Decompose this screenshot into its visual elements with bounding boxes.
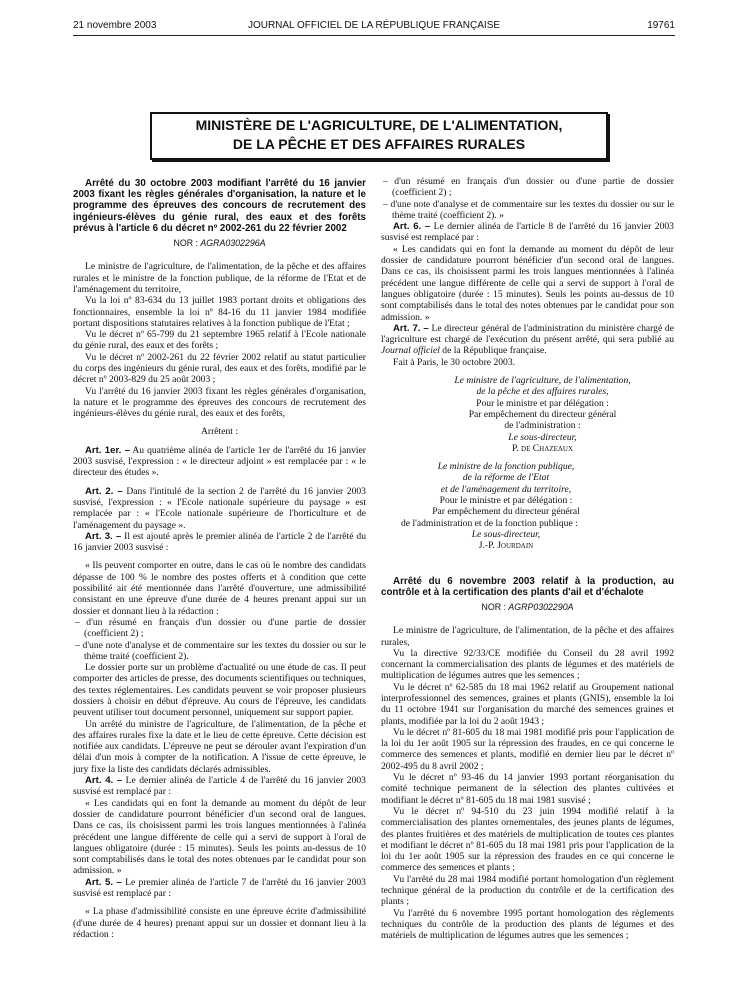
signatory-name: J.-P. Jourdain	[478, 540, 534, 552]
article-1: Art. 1er. – Au quatrième alinéa de l'article 1er de l'arrêté du 16 janvier 2003 susvisé, l'expression : « le directeur adjoint » est remplacée par : « le directeur des études ».	[73, 444, 366, 479]
visa: Vu le décret nº 62-585 du 18 mai 1962 relatif au Groupement national interprofessionnel des semences, graines et plants (GNIS), ensemble la loi du 11 octobre 1941 sur l'organisation du marché des semences graines et plants, modifiée par la loi du 2 août 1943 ;	[381, 681, 674, 727]
signatory-name: P. de Chazeaux	[511, 442, 574, 454]
visa: Vu le décret nº 65-799 du 21 septembre 1965 relatif à l'Ecole nationale du génie rural, des eaux et des forêts ;	[73, 329, 366, 352]
header-rule	[73, 35, 675, 36]
visa: Vu l'arrêté du 6 novembre 1995 portant homologation des règlements techniques du contrôle de la production des plants de légumes et des matériels de multiplication de légumes autres que les semences ;	[381, 907, 674, 942]
preamble: Le ministre de l'agriculture, de l'alimentation, de la pêche et des affaires rurales,	[381, 625, 674, 648]
header-date: 21 novembre 2003	[73, 20, 157, 31]
ministry-line-1: MINISTÈRE DE L'AGRICULTURE, DE L'ALIMENTATION,	[195, 117, 563, 133]
dossier-paragraph: Le dossier porte sur un problème d'actualité ou une étude de cas. Il peut comporter des articles de presse, des documents scientifiques ou techniques, des textes réglementaires. Les candidats peuvent se voir proposer plusieurs dossiers à choisir en début d'épreuve. Au cours de l'épreuve, les candidats peuvent utiliser tout document personnel, uniquement sur support papier.	[73, 662, 366, 719]
arretent-heading: Arrêtent :	[200, 426, 239, 438]
article-7: Art. 7. – Le directeur général de l'administration du ministère chargé de l'agriculture est chargé de l'exécution du présent arrêté, qui sera publié au Journal officiel de la République française.	[381, 322, 674, 357]
list-item: – d'une note d'analyse et de commentaire sur les textes du dossier ou sur le thème traité (coefficient 2).	[75, 639, 366, 662]
article-5: Art. 5. – Le premier alinéa de l'article 7 de l'arrêté du 16 janvier 2003 susvisé est remplacé par :	[73, 876, 366, 900]
article-3-quote: « Ils peuvent comporter en outre, dans le cas où le nombre des candidats dépasse de 100 % le nombre des postes offerts et à condition que cette possibilité ait été mentionnée dans l'arrêté d'ouverture, une admissibilité consistant en une épreuve d'une durée de 4 heures prenant appui sur un dossier et donnant lieu à la rédaction :	[73, 560, 366, 617]
header-journal-title: JOURNAL OFFICIEL DE LA RÉPUBLIQUE FRANÇAISE	[247, 20, 501, 31]
ministry-banner	[150, 112, 608, 160]
article-4: Art. 4. – Le dernier alinéa de l'article 4 de l'arrêté du 16 janvier 2003 susvisé est remplacé par :	[73, 775, 366, 798]
visa: Vu la loi nº 83-634 du 13 juillet 1983 portant droits et obligations des fonctionnaires, ensemble la loi nº 84-16 du 11 janvier 1984 modifiée portant dispositions statutaires relatives à la fonction publique de l'Etat ;	[73, 295, 366, 329]
visa: Vu le décret nº 2002-261 du 22 février 2002 relatif au statut particulier du corps des ingénieurs du génie rural, des eaux et des forêts, modifié par le décret nº 2003-829 du 25 août 2003 ;	[73, 351, 366, 386]
article-5-list	[381, 176, 674, 221]
arrete-paragraph: Un arrêté du ministre de l'agriculture, de l'alimentation, de la pêche et des affaires rurales fixe la date et le lieu de cette épreuve. Cette décision est notifiée aux candidats. L'épreuve ne peut se dérouler avant l'expiration d'un délai d'un mois à compter de la notification. A l'issue de cette épreuve, le jury fixe la liste des candidats déclarés admissibles.	[73, 718, 366, 775]
article-4-quote: « Les candidats qui en font la demande au moment du dépôt de leur dossier de candidature pourront bénéficier d'un second oral de langues. Dans ce cas, ils choisissent parmi les trois langues mentionnées à l'alinéa précédent une langue différente de celle qui a servi de support à l'oral de langues obligatoire (durée : 15 minutes). Seuls les points au-dessus de 10 sont comptabilisés dans le total des notes obtenues par le candidat pour son admission. »	[73, 797, 366, 877]
nor-reference-2: NOR : AGRP0302290A	[481, 601, 574, 612]
left-column	[73, 178, 366, 940]
ministry-line-2: DE LA PÊCHE ET DES AFFAIRES RURALES	[232, 136, 526, 152]
list-item: – d'un résumé en français d'un dossier ou d'une partie de dossier (coefficient 2) ;	[383, 176, 674, 199]
article-6: Art. 6. – Le dernier alinéa de l'article 8 de l'arrêté du 16 janvier 2003 susvisé est remplacé par :	[381, 221, 674, 244]
visa: Vu la directive 92/33/CE modifiée du Conseil du 28 avril 1992 concernant la commercialisation des plants de légumes et des matériels de multiplication de légumes autres que les semences ;	[381, 647, 674, 682]
article-3: Art. 3. – Il est ajouté après le premier alinéa de l'article 2 de l'arrêté du 16 janvier 2003 susvisé :	[73, 530, 366, 554]
nor-reference: NOR : AGRA0302296A	[173, 238, 266, 249]
visa: Vu le décret nº 94-510 du 23 juin 1994 modifié relatif à la commercialisation des plantes ornementales, des jeunes plants de légumes, des plantes fruitières et des matériels de multiplication de toutes ces plantes et modifiant le décret nº 81-605 du 18 mai 1981 pris pour l'application de la loi du 1er août 1905 sur la répression des fraudes en ce qui concerne le commerce des semences et plants ;	[381, 805, 674, 874]
header-page-number: 19761	[647, 20, 675, 31]
article-6-quote: « Les candidats qui en font la demande au moment du dépôt de leur dossier de candidature pourront bénéficier d'un second oral de langues. Dans ce cas, ils choisissent parmi les trois langues mentionnées à l'alinéa précédent une langue différente de celle qui a servi de support à l'oral de langues obligatoire (durée : 15 minutes). Seuls les points au-dessus de 10 sont comptabilisés dans le total des notes obtenues par le candidat pour son admission. »	[381, 243, 674, 323]
decree-title: Arrêté du 30 octobre 2003 modifiant l'arrêté du 16 janvier 2003 fixant les règles générales d'organisation, la nature et le programme des épreuves des concours de recrutement des ingénieurs-élèves du génie rural, des eaux et des forêts prévus à l'article 6 du décret nº 2002-261 du 22 février 2002	[73, 178, 366, 234]
article-5-quote: « La phase d'admissibilité consiste en une épreuve écrite d'admissibilité (d'une durée de 4 heures) prenant appui sur un dossier et donnant lieu à la rédaction :	[73, 906, 366, 940]
article-2: Art. 2. – Dans l'intitulé de la section 2 de l'arrêté du 16 janvier 2003 susvisé, l'expression : « l'Ecole nationale supérieure du paysage » est remplacée par : « l'Ecole nationale supérieure de l'horticulture et de l'aménagement du paysage ».	[73, 485, 366, 531]
decree-title-2: Arrêté du 6 novembre 2003 relatif à la production, au contrôle et à la certification des plants d'ail et d'échalote	[381, 575, 674, 598]
visa: Vu le décret nº 93-46 du 14 janvier 1993 portant réorganisation du comité technique permanent de la sélection des plantes cultivées et modifiant le décret nº 81-605 du 18 mai 1981 susvisé ;	[381, 772, 674, 806]
list-item: – d'une note d'analyse et de commentaire sur les textes du dossier ou sur le thème traité (coefficient 2). »	[383, 198, 674, 221]
signing-place-date: Fait à Paris, le 30 octobre 2003.	[393, 356, 516, 368]
article-3-list	[73, 617, 366, 662]
list-item: – d'un résumé en français d'un dossier ou d'une partie de dossier (coefficient 2) ;	[75, 616, 366, 640]
visa: Vu le décret nº 81-605 du 18 mai 1981 modifié pris pour l'application de la loi du 1er août 1905 sur la répression des fraudes, en ce qui concerne le commerce des semences et plants, modifié en dernier lieu par le décret nº 2002-495 du 8 avril 2002 ;	[381, 726, 674, 772]
visa: Vu l'arrêté du 28 mai 1984 modifié portant homologation d'un règlement technique général de la production du contrôle et de la certification des plants ;	[381, 873, 674, 908]
right-column	[381, 176, 674, 942]
signature-block-2: Le ministre de la fonction publique, de la réforme de l'Etat et de l'aménagement du territoire, Pour le ministre et par délégation : Par empêchement du directeur général de l'administration et de la fonction publique : Le sous-directeur, J.-P. Jourdain	[381, 461, 611, 551]
preamble: Le ministre de l'agriculture, de l'alimentation, de la pêche et des affaires rurales et le ministre de la fonction publique, de la réforme de l'Etat et de l'aménagement du territoire,	[73, 261, 366, 295]
signature-block-1: Le ministre de l'agriculture, de l'alimentation, de la pêche et des affaires rurales, Pour le ministre et par délégation : Par empêchement du directeur général de l'administration : Le sous-directeur, P. de Chazeaux	[381, 375, 674, 454]
visa: Vu l'arrêté du 16 janvier 2003 fixant les règles générales d'organisation, la nature et le programme des épreuves des concours de recrutement des ingénieurs-élèves du génie rural, des eaux et des forêts,	[73, 385, 366, 420]
